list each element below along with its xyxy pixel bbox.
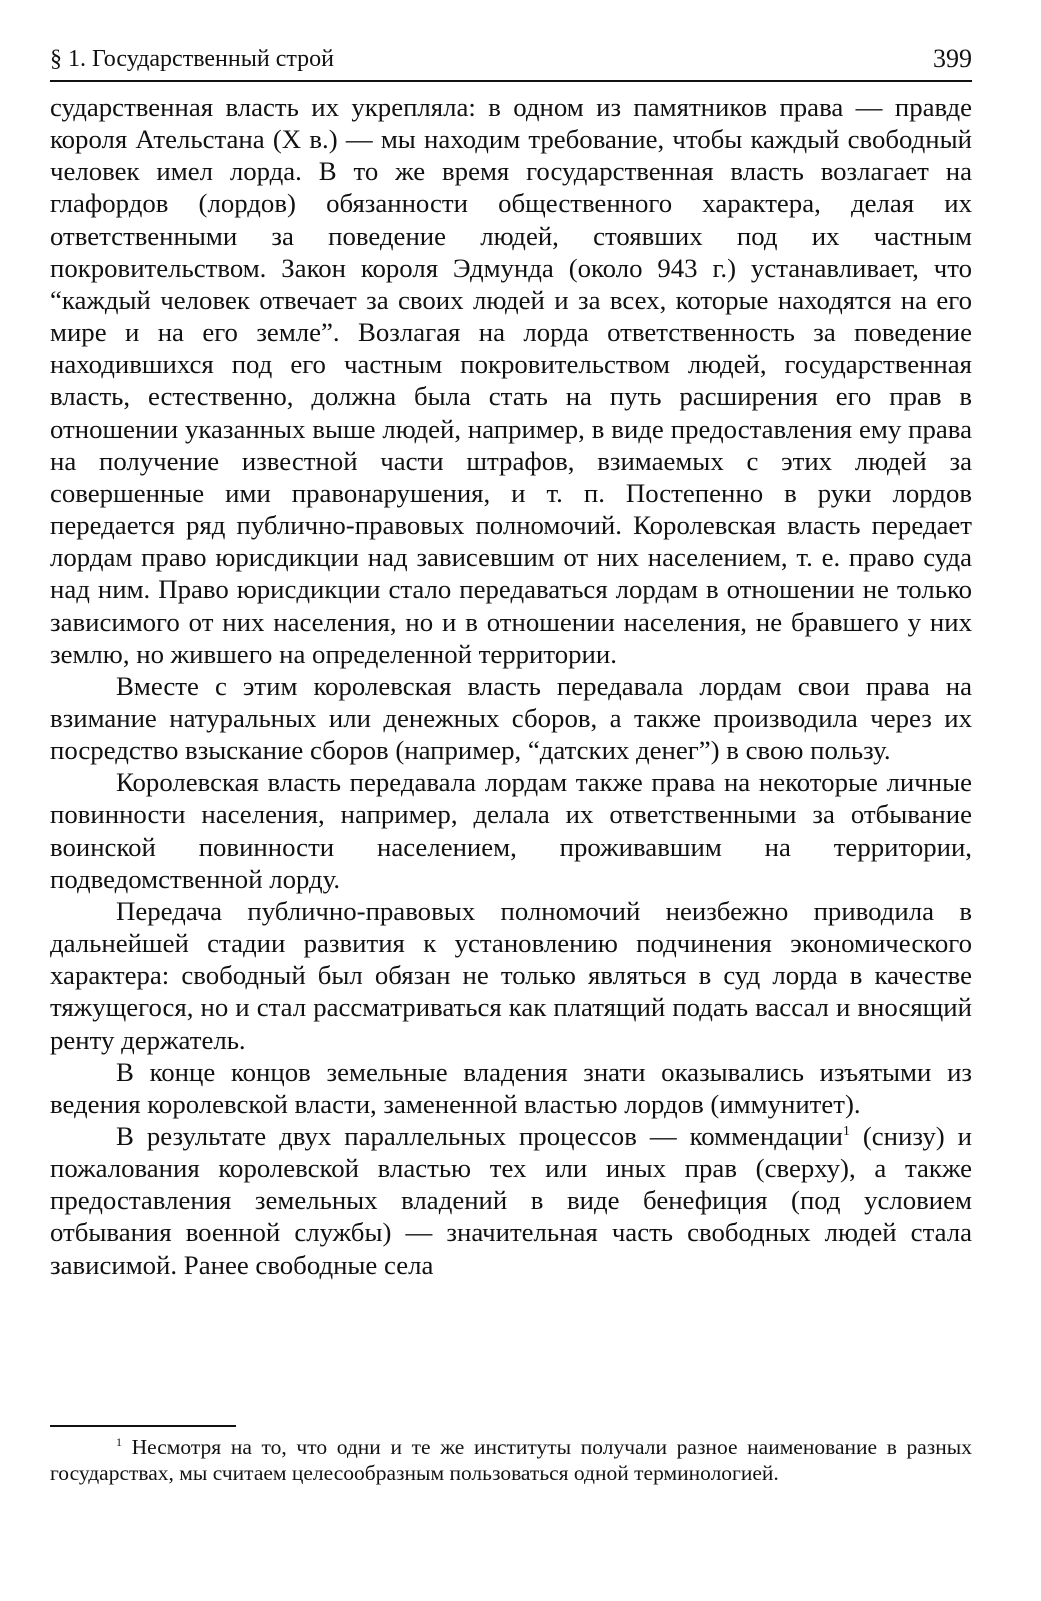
paragraph: В конце концов земельные владения знати оказывались изъятыми из ведения королевской власти, замененной властью лордов (иммунитет). — [50, 1056, 972, 1119]
paragraph — [50, 1120, 972, 1281]
paragraph: Передача публично-правовых полномочий неизбежно приводила в дальнейшей стадии развития к установлению подчинения экономического характера: свободный был обязан не только являться в суд лорда в качестве тяжущегося, но и стал рассматриваться как платящий подать вассал и вносящий ренту держатель. — [50, 895, 972, 1055]
paragraph-head: В результате двух параллельных процессов — коммендации — [116, 1121, 843, 1151]
running-header — [50, 42, 972, 82]
page-number: 399 — [933, 44, 972, 73]
paragraph: Королевская власть передавала лордам также права на некоторые личные повинности населения, например, делала их ответственными за отбывание воинской повинности населением, проживавшим на территории, подведомственной лорду. — [50, 767, 972, 894]
main-text — [50, 91, 972, 1281]
footnote-reference[interactable]: 1 — [842, 1124, 850, 1139]
footnote-divider — [50, 1425, 236, 1427]
paragraph: сударственная власть их укрепляла: в одном из памятников права — правде короля Ательстана (X в.) — мы находим требование, чтобы каждый свободный человек имел лорда. В то же время государственная власть возлагает на глафордов (лордов) обязанности общественного характера, делая их ответственными за поведение людей, стоявших под их частным покровительством. Закон короля Эдмунда (около 943 г.) устанавливает, что “каждый человек отвечает за своих людей и за всех, которые находятся на его мире и на его земле”. Возлагая на лорда ответственность за поведение находившихся под его частным покровительством людей, государственная власть, естественно, должна была стать на путь расширения его прав в отношении указанных выше людей, например, в виде предоставления ему права на получение известной части штрафов, взимаемых с этих людей за совершенные ими правонарушения, и т. п. Постепенно в руки лордов передается ряд публично-правовых полномочий. Королевская власть передает лордам право юрисдикции над зависевшим от них населением, т. е. право суда над ним. Право юрисдикции стало передаваться лордам в отношении не только зависимого от них населения, но и в отношении населения, не бравшего у них землю, но жившего на определенной территории. — [50, 92, 972, 669]
footnote-text: Несмотря на то, что одни и те же институты получали разное наименование в разных государствах, мы считаем целесообразным пользоваться одной терминологией. — [50, 1435, 973, 1485]
section-title: § 1. Государственный строй — [50, 46, 334, 72]
paragraph-tail: (снизу) и пожалования королевской властью тех или иных прав (сверху), а также предоставления земельных владений в виде бенефиция (под условием отбывания военной службы) — значительная часть свободных людей стала зависимой. Ранее свободные села — [50, 1121, 973, 1280]
paragraph: Вместе с этим королевская власть передавала лордам свои права на взимание натуральных или денежных сборов, а также производила через их посредство взыскание сборов (например, “датских денег”) в свою пользу. — [50, 670, 972, 766]
footnote — [50, 1434, 972, 1486]
footnote-marker: 1 — [116, 1435, 122, 1449]
